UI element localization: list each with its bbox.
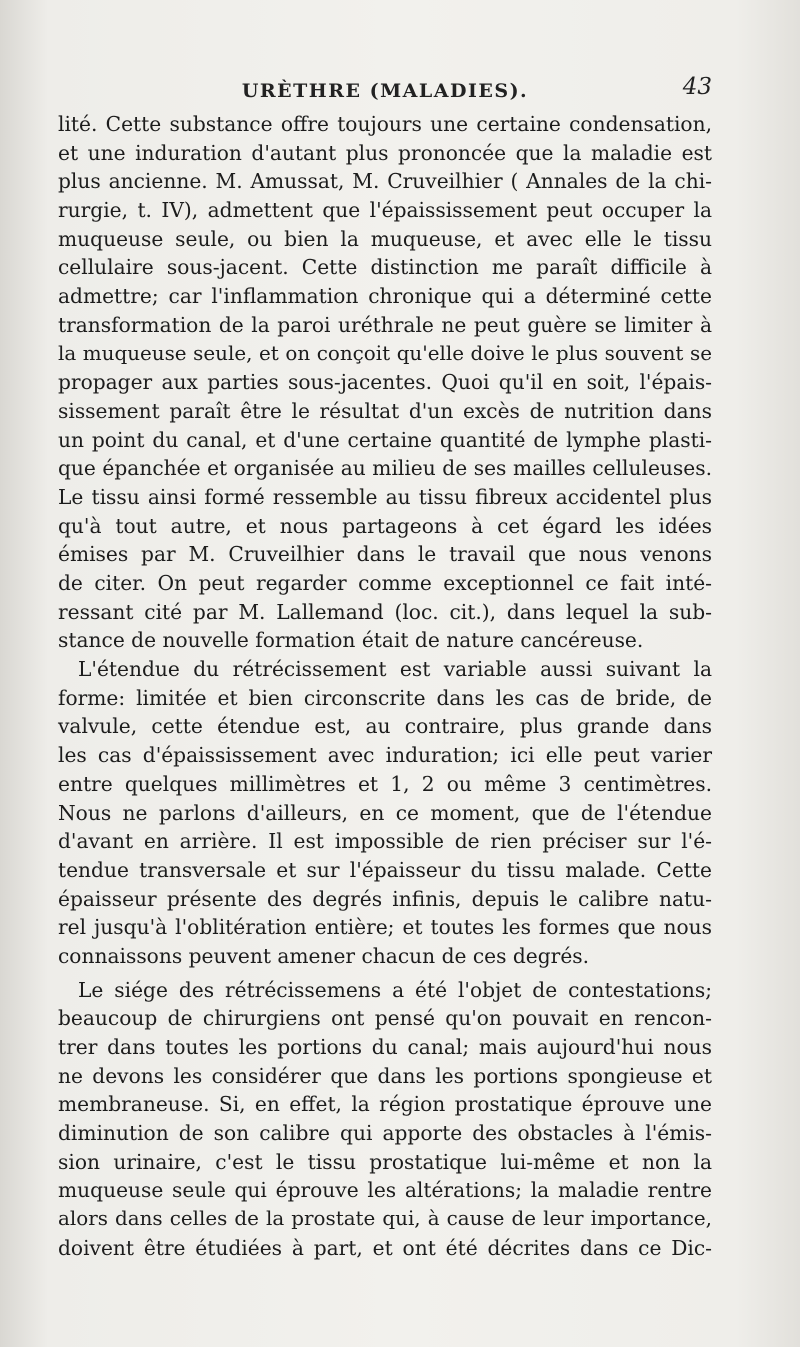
text-line: doivent être étudiées à part, et ont été décrites dans ce Dic- [58, 1235, 712, 1260]
page-header [58, 74, 712, 110]
text-line: sion urinaire, c'est le tissu prostatique lui-même et non la [58, 1149, 712, 1174]
text-line: alors dans celles de la prostate qui, à cause de leur importance, [58, 1207, 712, 1231]
text-line: la muqueuse seule, et on conçoit qu'elle doive le plus souvent se [58, 341, 712, 365]
text-line: sissement paraît être le résultat d'un excès de nutrition dans [58, 398, 712, 423]
text-line: rel jusqu'à l'oblitération entière; et toutes les formes que nous [58, 915, 712, 940]
text-line: rurgie, t. IV), admettent que l'épaississement peut occuper la [58, 198, 712, 223]
text-line: propager aux parties sous-jacentes. Quoi qu'il en soit, l'épais- [58, 370, 712, 395]
text-line: stance de nouvelle formation était de nature cancéreuse. [58, 628, 644, 653]
text-line: Le siége des rétrécissemens a été l'objet de contestations; [78, 977, 712, 1002]
text-line: admettre; car l'inflammation chronique qui a déterminé cette [58, 284, 712, 309]
text-line: tendue transversale et sur l'épaisseur du tissu malade. Cette [58, 857, 712, 882]
text-line: les cas d'épaississement avec induration; ici elle peut varier [58, 743, 712, 768]
text-line: plus ancienne. M. Amussat, M. Cruveilhier ( Annales de la chi- [58, 169, 712, 194]
text-line: connaissons peuvent amener chacun de ces degrés. [58, 943, 590, 968]
text-line: de citer. On peut regarder comme exceptionnel ce fait inté- [58, 571, 712, 595]
text-line: membraneuse. Si, en effet, la région prostatique éprouve une [58, 1092, 712, 1117]
text-line: et une induration d'autant plus prononcée que la maladie est [58, 140, 712, 165]
text-line: qu'à tout autre, et nous partageons à cet égard les idées [58, 513, 712, 538]
text-line: lité. Cette substance offre toujours une certaine condensation, [58, 112, 712, 136]
text-line: entre quelques millimètres et 1, 2 ou même 3 centimètres. [58, 771, 712, 796]
text-line: forme: limitée et bien circonscrite dans les cas de bride, de [58, 685, 712, 710]
text-line: émises par M. Cruveilhier dans le travail que nous venons [58, 542, 712, 567]
page-number: 43 [682, 74, 712, 100]
text-line: ne devons les considérer que dans les portions spongieuse et [58, 1063, 712, 1088]
text-line: d'avant en arrière. Il est impossible de rien préciser sur l'é- [58, 829, 712, 854]
text-line: muqueuse seule, ou bien la muqueuse, et avec elle le tissu [58, 226, 712, 251]
body-text [58, 110, 712, 1263]
text-line: beaucoup de chirurgiens ont pensé qu'on pouvait en rencon- [58, 1006, 712, 1031]
text-line: L'étendue du rétrécissement est variable aussi suivant la [78, 657, 712, 682]
text-line: trer dans toutes les portions du canal; mais aujourd'hui nous [58, 1035, 712, 1059]
text-line: transformation de la paroi uréthrale ne peut guère se limiter à [58, 312, 712, 337]
running-title: URÈTHRE (MALADIES). [241, 80, 529, 102]
text-line: Nous ne parlons d'ailleurs, en ce moment, que de l'étendue [58, 800, 712, 825]
text-line: valvule, cette étendue est, au contraire, plus grande dans [58, 714, 712, 739]
text-line: que épanchée et organisée au milieu de ses mailles celluleuses. [58, 456, 712, 481]
text-line: épaisseur présente des degrés infinis, depuis le calibre natu- [58, 886, 712, 911]
text-line: un point du canal, et d'une certaine quantité de lymphe plasti- [58, 427, 712, 452]
text-line: muqueuse seule qui éprouve les altérations; la maladie rentre [58, 1178, 712, 1203]
text-line: ressant cité par M. Lallemand (loc. cit.), dans lequel la sub- [58, 599, 712, 624]
text-line: Le tissu ainsi formé ressemble au tissu fibreux accidentel plus [58, 484, 712, 509]
text-line: cellulaire sous-jacent. Cette distinction me paraît difficile à [58, 255, 712, 280]
text-line: diminution de son calibre qui apporte des obstacles à l'émis- [58, 1121, 712, 1146]
